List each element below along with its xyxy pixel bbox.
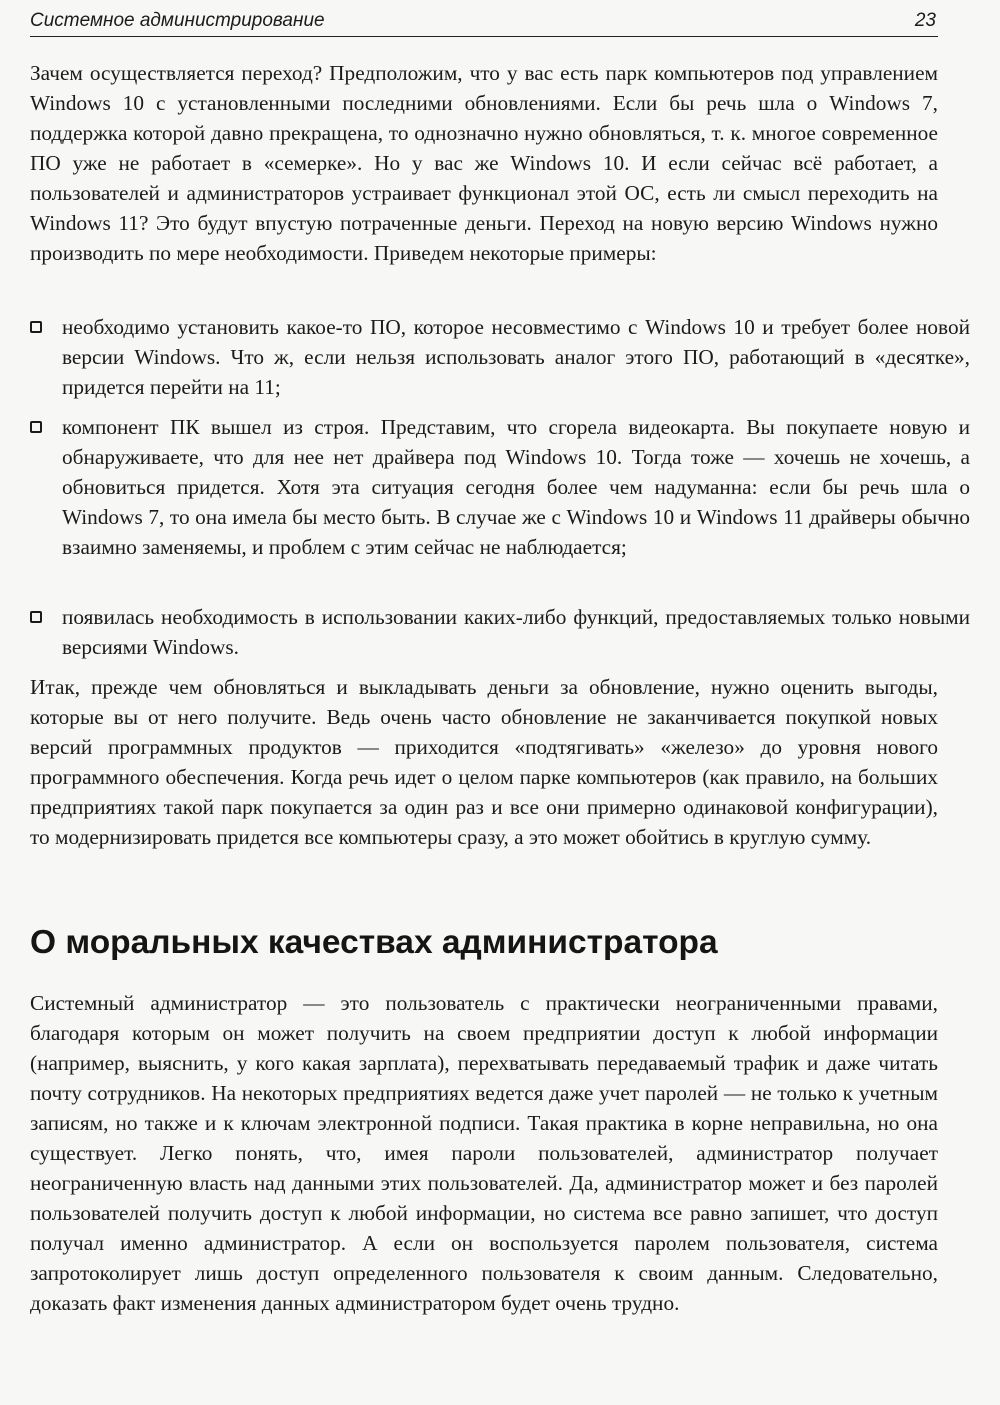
conclusion-paragraph: Итак, прежде чем обновляться и выкладывать деньги за обновление, нужно оценить выгоды, которые вы от него получите. Ведь очень часто обновление не заканчивается покупкой новых версий программных продуктов — приходится «подтягивать» «железо» до уровня нового программного обеспечения. Когда речь идет о целом парке компьютеров (как правило, на больших предприятиях такой парк покупается за один раз и все они примерно одинаковой конфигурации), то модернизировать придется все компьютеры сразу, а это может обойтись в круглую сумму. [30, 675, 938, 849]
intro-paragraph-block [30, 58, 938, 268]
checkbox-bullet-icon [30, 321, 42, 333]
ethics-paragraph-block [30, 988, 938, 1318]
running-head-title: Системное администрирование [30, 10, 325, 31]
list-item-text: компонент ПК вышел из строя. Представим, что сгорела видеокарта. Вы покупаете новую и обнаруживаете, что для нее нет драйвера под Windows 10. Тогда тоже — хочешь не хочешь, а обновиться придется. Хотя эта ситуация сегодня более чем надуманна: если бы речь шла о Windows 7, то она имела бы место быть. В случае же с Windows 10 и Windows 11 драйверы обычно взаимно заменяемы, и проблем с этим сейчас не наблюдается; [62, 415, 970, 559]
section-heading: О моральных качествах администратора [30, 924, 718, 961]
running-head [30, 8, 938, 37]
checkbox-bullet-icon [30, 611, 42, 623]
ethics-paragraph: Системный администратор — это пользователь с практически неограниченными правами, благодаря которым он может получить на своем предприятии доступ к любой информации (например, выяснить, у кого какая зарплата), перехватывать передаваемый трафик и даже читать почту сотрудников. На некоторых предприятиях ведется даже учет паролей — не только к учетным записям, но также и к ключам электронной подписи. Такая практика в корне неправильна, но она существует. Легко понять, что, имея пароли пользователей, администратор получает неограниченную власть над данными этих пользователей. Да, администратор может и без паролей пользователей получить доступ к любой информации, но система все равно запишет, что доступ получал именно администратор. А если он воспользуется паролем пользователя, система запротоколирует лишь доступ определенного пользователя к своим данным. Следовательно, доказать факт изменения данных администратором будет очень трудно. [30, 991, 938, 1315]
list-item-text: появилась необходимость в использовании каких-либо функций, предоставляемых только новыми версиями Windows. [62, 605, 970, 659]
intro-paragraph: Зачем осуществляется переход? Предположим, что у вас есть парк компьютеров под управлением Windows 10 с установленными последними обновлениями. Если бы речь шла о Windows 7, поддержка которой давно прекращена, то однозначно нужно обновляться, т. к. многое современное ПО уже не работает в «семерке». Но у вас же Windows 10. И если сейчас всё работает, а пользователей и администраторов устраивает функционал этой ОС, есть ли смысл переходить на Windows 11? Это будут впустую потраченные деньги. Переход на новую версию Windows нужно производить по мере необходимости. Приведем некоторые примеры: [30, 61, 938, 265]
checkbox-bullet-icon [30, 421, 42, 433]
conclusion-paragraph-block [30, 672, 938, 852]
list-item [30, 602, 970, 662]
list-item [30, 312, 970, 402]
list-item [30, 412, 970, 562]
list-item-text: необходимо установить какое-то ПО, которое несовместимо с Windows 10 и требует более новой версии Windows. Что ж, если нельзя использовать аналог этого ПО, работающий в «десятке», придется перейти на 11; [62, 315, 970, 399]
page-number: 23 [914, 10, 936, 31]
